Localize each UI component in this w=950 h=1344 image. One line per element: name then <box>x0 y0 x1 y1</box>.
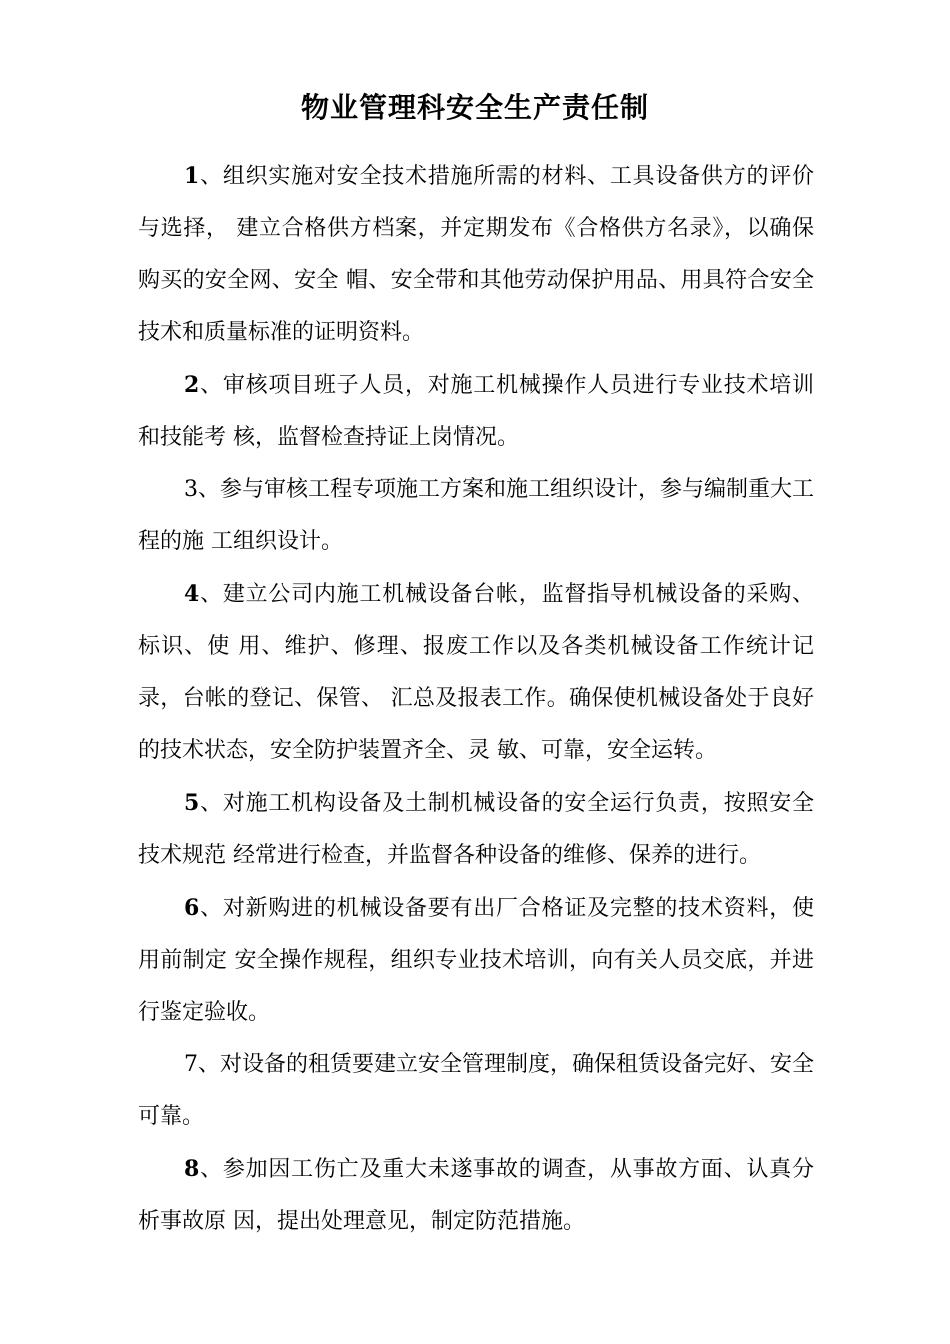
document-body <box>138 150 814 1248</box>
paragraph-text: 、对施工机构设备及土制机械设备的安全运行负责，按照安全技术规范 经常进行检查，并监督各种设备的维修、保养的进行。 <box>138 791 814 868</box>
paragraph-text: 、参加因工伤亡及重大未遂事故的调查，从事故方面、认真分析事故原 因，提出处理意见，制定防范措施。 <box>138 1157 814 1234</box>
paragraph-number: 1 <box>184 163 200 189</box>
paragraph-2 <box>138 359 814 464</box>
paragraph-number: 3 <box>184 477 198 502</box>
paragraph-number: 8 <box>184 1156 200 1182</box>
paragraph-text: 、审核项目班子人员，对施工机械操作人员进行专业技术培训和技能考 核，监督检查持证上岗情况。 <box>138 373 814 450</box>
paragraph-text: 、对新购进的机械设备要有出厂合格证及完整的技术资料，使用前制定 安全操作规程，组织专业技术培训，向有关人员交底，并进行鉴定验收。 <box>138 896 814 1025</box>
paragraph-number: 7 <box>184 1052 198 1077</box>
paragraph-8 <box>138 1143 814 1248</box>
page-title: 物业管理科安全生产责任制 <box>300 91 649 124</box>
paragraph-text: 、组织实施对安全技术措施所需的材料、工具设备供方的评价与选择， 建立合格供方档案，并定期发布《合格供方名录》，以确保购买的安全网、安全 帽、安全带和其他劳动保护用品、用具符合安全技术和质量标准的证明资料。 <box>138 164 814 345</box>
paragraph-text: 、对设备的租赁要建立安全管理制度，确保租赁设备完好、安全可靠。 <box>138 1052 815 1129</box>
paragraph-7 <box>138 1039 814 1143</box>
paragraph-4 <box>138 568 814 777</box>
paragraph-number: 6 <box>184 895 200 921</box>
paragraph-number: 2 <box>184 372 200 398</box>
paragraph-3 <box>138 464 814 568</box>
paragraph-5 <box>138 777 814 882</box>
paragraph-number: 4 <box>184 581 200 607</box>
paragraph-6 <box>138 882 814 1039</box>
paragraph-text: 、参与审核工程专项施工方案和施工组织设计，参与编制重大工程的施 工组织设计。 <box>138 477 815 554</box>
paragraph-number: 5 <box>184 790 200 816</box>
paragraph-text: 、建立公司内施工机械设备台帐，监督指导机械设备的采购、标识、使 用、维护、修理、报废工作以及各类机械设备工作统计记录，台帐的登记、保管、 汇总及报表工作。确保使机械设备处于良好的技术状态，安全防护装置齐全、灵 敏、可靠，安全运转。 <box>138 582 814 763</box>
paragraph-1 <box>138 150 814 359</box>
